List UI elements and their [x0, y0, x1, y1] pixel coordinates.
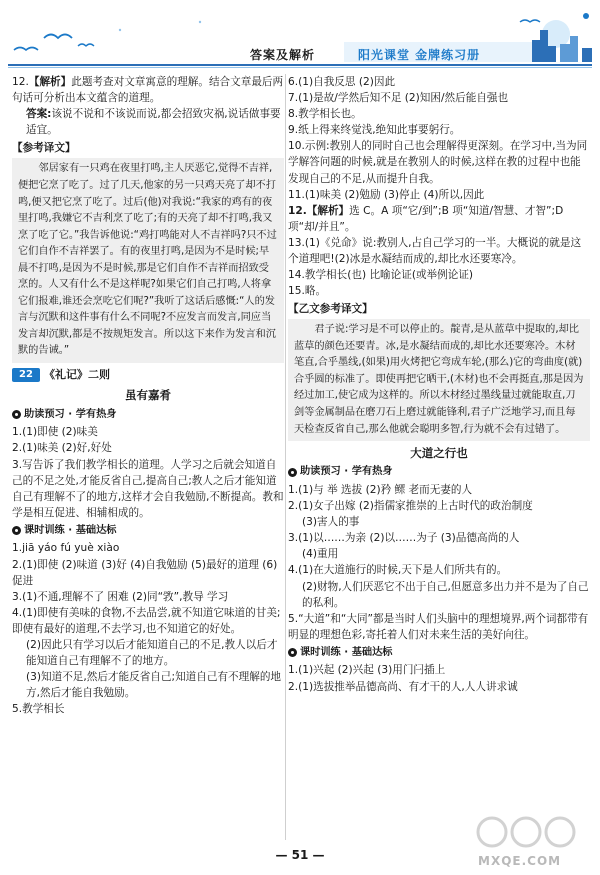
lesson-number-badge: 22 [12, 368, 40, 382]
yi-translation: 君子说:学习是不可以停止的。靛青,是从蓝草中提取的,却比蓝草的颜色还要青。冰,是水凝结而成的,却比水还要寒冷。木材笔直,合乎墨线,(如果)用火烤把它弯成车轮,(那么)它的弯曲度(就)合乎圆的标准了。即使再把它晒干,(木材)也不会再挺直,那是因为经过加工,使它成为这样的。所以木材经过墨线量过就能取直,刀剑等金属制品在磨刀石上磨过就能锋利,君子广泛地学习,而且每天检查反省自己,那么他就会聪明多智,行为就不会有过错了。 [288, 319, 590, 441]
q12-analysis: 12.【解析】此题考查对文章寓意的理解。结合文章最后两句话可分析出本文蕴含的道理。 [12, 76, 284, 105]
bullet-icon [12, 526, 21, 535]
answer-line: 8.教学相长也。 [288, 108, 362, 121]
lesson-title: 《礼记》二则 [44, 367, 110, 381]
subsection-preview: 助读预习 · 学有热身 [12, 407, 284, 423]
building-icon [582, 48, 592, 62]
answer-line: (2)因此只有学习以后才能知道自己的不足,教人以后才能知道自己有理解不了的地方。 [26, 638, 278, 668]
left-column [12, 74, 284, 717]
answer-line: 2.(1)味美 (2)好,好处 [12, 442, 112, 455]
bullet-icon [12, 410, 21, 419]
answer-line: 1.(1)与 举 选拔 (2)矜 鳏 老而无妻的人 [288, 483, 473, 496]
answer-line: (2)财物,人们厌恶它不出于自己,但愿意多出力并不是为了自己的私利。 [302, 580, 589, 609]
subsection-training: 课时训练 · 基础达标 [12, 523, 284, 539]
page-number: — 51 — [275, 848, 325, 862]
bird-icon [44, 35, 72, 39]
answer-line: 11.(1)味美 (2)勉励 (3)停止 (4)所以,因此 [288, 188, 485, 201]
subsection-preview: 助读预习 · 学有热身 [288, 464, 590, 480]
header-rule [8, 64, 592, 66]
answer-line: 1.jiā yáo fú yuè xiào [12, 542, 120, 555]
answer-line: 2.(1)即使 (2)味道 (3)好 (4)自我勉励 (5)最好的道理 (6)促进 [12, 558, 278, 587]
page-header [0, 0, 600, 70]
lesson-heading [12, 367, 284, 384]
reference-translation-title: 【参考译文】 [12, 142, 76, 155]
answer-line: 1.(1)即使 (2)味美 [12, 426, 98, 439]
answer-line: 2.(1)选拔推举品德高尚、有才干的人,人人讲求诚 [288, 680, 518, 693]
yi-translation-title: 【乙文参考译文】 [288, 303, 373, 316]
answer-line: 4.(1)即使有美味的食物,不去品尝,就不知道它味道的甘美;即使有最好的道理,不去学习,也不知道它的好处。 [12, 606, 281, 635]
bird-icon [78, 44, 94, 46]
header-title: 答案及解析 [250, 48, 316, 62]
answer-line: (3)害人的事 [302, 516, 360, 529]
answer-line: 3.(1)不通,理解不了 困难 (2)同“敩”,教导 学习 [12, 590, 229, 603]
answer-line: 2.(1)女子出嫁 (2)指儒家推崇的上古时代的政治制度 [288, 500, 533, 513]
answer-line: 5.教学相长 [12, 703, 65, 716]
bird-icon [520, 20, 540, 22]
answer-line: 15.略。 [288, 285, 327, 298]
answer-line: (3)知道不足,然后才能反省自己;知道自己有不理解的地方,然后才能自我勉励。 [26, 671, 282, 700]
reference-translation: 邻居家有一只鸡在夜里打鸣,主人厌恶它,觉得不吉祥,便把它烹了吃了。过了几天,他家的另一只鸡天亮了却不打鸣,便又把它烹了吃了。过后(他)对我说:“我家的鸡有的夜里打鸣,我嫌它不吉利烹了吃了;有的天亮了却不打鸣,我又烹了吃了它。”我告诉他说:“鸡打鸣能对人不吉祥吗?只不过它们自作不吉祥罢了。有的夜里打鸣,是因为不是时候;早晨不打鸣,是因为不是时候,那是它们自作不吉祥而招致受烹的。人又有什么不是这样呢?如果它们自己打鸣,人将拿它们报难,谁还会烹吃它们呢?”我听了这话后感慨:“人的发言与沉默和这件事有什么不同呢?不应发言而发言,同应当发言却沉默,都是不按规矩发言。所以这下来作为发言和沉默的告诫。” [12, 158, 284, 362]
column-divider [285, 74, 286, 840]
answer-line: 4.(1)在大道施行的时候,天下是人们所共有的。 [288, 564, 508, 577]
section-title: 虽有嘉肴 [125, 388, 171, 403]
answer-line: (4)重用 [302, 548, 339, 561]
answer-line: 14.教学相长(也) 比喻论证(或举例论证) [288, 269, 474, 282]
section-title: 大道之行也 [410, 446, 468, 461]
header-rule-thin [8, 67, 592, 68]
answer-line: 3.(1)以……为亲 (2)以……为子 (3)品德高尚的人 [288, 532, 520, 545]
answer-line: 3.写告诉了我们教学相长的道理。人学习之后就会知道自己的不足之处,才能反省自己,提高自己;教人之后才能知道自己有理解不了的地方,这样才会自我勉励,不断提高。教和学是相互促进、相辅相成的。 [12, 458, 284, 519]
bullet-icon [288, 468, 297, 477]
answer-line: 13.(1)《兑命》说:教别人,占自己学习的一半。大概说的就是这个道理吧!(2)冰是水凝结而成的,却比水还要寒冷。 [288, 236, 582, 266]
bird-icon [14, 48, 38, 51]
subsection-training: 课时训练 · 基础达标 [288, 645, 590, 661]
answer-line: 12.【解析】选 C。A 项“它/到”;B 项“知道/智慧、才智”;D 项“却/并且”。 [288, 204, 564, 233]
right-column [288, 74, 590, 695]
q12-answer: 答案:该说不说和不该说而说,都会招致灾祸,说话做事要适宜。 [26, 108, 281, 137]
answer-line: 1.(1)兴起 (2)兴起 (3)用门闩插上 [288, 664, 446, 677]
answer-line: 6.(1)自我反思 (2)因此 [288, 76, 396, 88]
answer-line: 10.示例:教别人的同时自己也会理解得更深刻。在学习中,当为同学解答问题的时候,就是在教别人的时候,这样在教的过程中也能发现自己的不足,从而提升自我。 [288, 140, 588, 185]
header-series: 阳光课堂 金牌练习册 [358, 48, 481, 62]
bullet-icon [288, 648, 297, 657]
answer-line: 9.纸上得来终觉浅,绝知此事要躬行。 [288, 124, 461, 137]
answer-line: 7.(1)是故/学然后知不足 (2)知困/然后能自强也 [288, 92, 509, 105]
answer-line: 5.“大道”和“大同”都是当时人们头脑中的理想境界,两个词都带有明显的理想色彩,寄托着人们对未来生活的美好向往。 [288, 612, 589, 641]
watermark-text: MXQE.COM [478, 854, 562, 868]
